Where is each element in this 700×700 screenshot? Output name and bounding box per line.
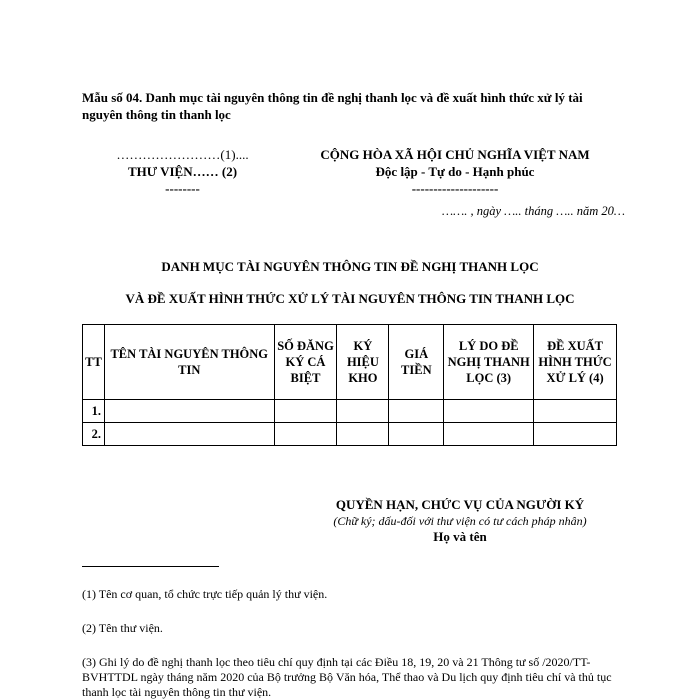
row-index: 1. [83,400,105,423]
national-motto: Độc lập - Tự do - Hạnh phúc [375,164,535,179]
nation-name: CỘNG HÒA XÃ HỘI CHỦ NGHĨA VIỆT NAM [320,147,590,162]
signature-note: (Chữ ký; dấu-đối với thư viện có tư cách pháp nhân) [333,514,587,528]
table-cell [534,400,617,423]
list-title-line1: DANH MỤC TÀI NGUYÊN THÔNG TIN ĐỀ NGHỊ THANH LỌC [161,259,539,274]
table-cell [274,400,337,423]
table-cell [534,423,617,446]
national-header [300,146,610,197]
header-cell-index: TT [83,325,105,400]
row-index: 2. [83,423,105,446]
table-row [83,400,617,423]
header-cell-proposal: ĐỀ XUẤT HÌNH THỨC XỬ LÝ (4) [534,325,617,400]
table-cell [389,423,444,446]
library-name: THƯ VIỆN…… (2) [127,164,238,179]
date-line: ……. , ngày ….. tháng ….. năm 20… [442,204,625,218]
footnote-3: (3) Ghi lý do đề nghị thanh lọc theo tiêu chí quy định tại các Điều 18, 19, 20 và 21 Thông tư số /2020/TT-BVHTTDL ngày tháng năm 2020 của Bộ trưởng Bộ Văn hóa, Thể thao và Du lịch quy định tiêu chí và thủ tục thanh lọc tài nguyên thông tin thư viện. [82,655,612,699]
form-title: Mẫu số 04. Danh mục tài nguyên thông tin đề nghị thanh lọc và đề xuất hình thức xử lý tài nguyên thông tin thanh lọc [82,90,583,122]
header-cell-registration: SỐ ĐĂNG KÝ CÁ BIỆT [274,325,337,400]
motto-divider: -------------------- [411,181,499,196]
agency-name: ……………………(1).... [116,147,249,162]
signature-block [300,497,620,545]
header-cell-reason: LÝ DO ĐỀ NGHỊ THANH LỌC (3) [444,325,534,400]
table-cell [389,400,444,423]
header-cell-price: GIÁ TIỀN [389,325,444,400]
table-cell [104,423,274,446]
footnote-2: (2) Tên thư viện. [82,621,163,635]
signer-name: Họ và tên [433,529,487,544]
agency-header [100,146,265,197]
table-cell [104,400,274,423]
table-header-row [83,325,617,400]
footnote-1: (1) Tên cơ quan, tổ chức trực tiếp quản lý thư viện. [82,587,328,601]
agency-divider: -------- [165,181,200,196]
table-cell [337,423,389,446]
table-cell [274,423,337,446]
table-row [83,423,617,446]
table-cell [337,400,389,423]
header-cell-name: TÊN TÀI NGUYÊN THÔNG TIN [104,325,274,400]
table-cell [444,400,534,423]
footnote-divider [82,566,219,567]
list-title-line2: VÀ ĐỀ XUẤT HÌNH THỨC XỬ LÝ TÀI NGUYÊN THÔNG TIN THANH LỌC [125,291,575,306]
table-cell [444,423,534,446]
signer-title: QUYỀN HẠN, CHỨC VỤ CỦA NGƯỜI KÝ [335,497,585,512]
header-cell-shelfmark: KÝ HIỆU KHO [337,325,389,400]
resource-table [82,324,617,446]
